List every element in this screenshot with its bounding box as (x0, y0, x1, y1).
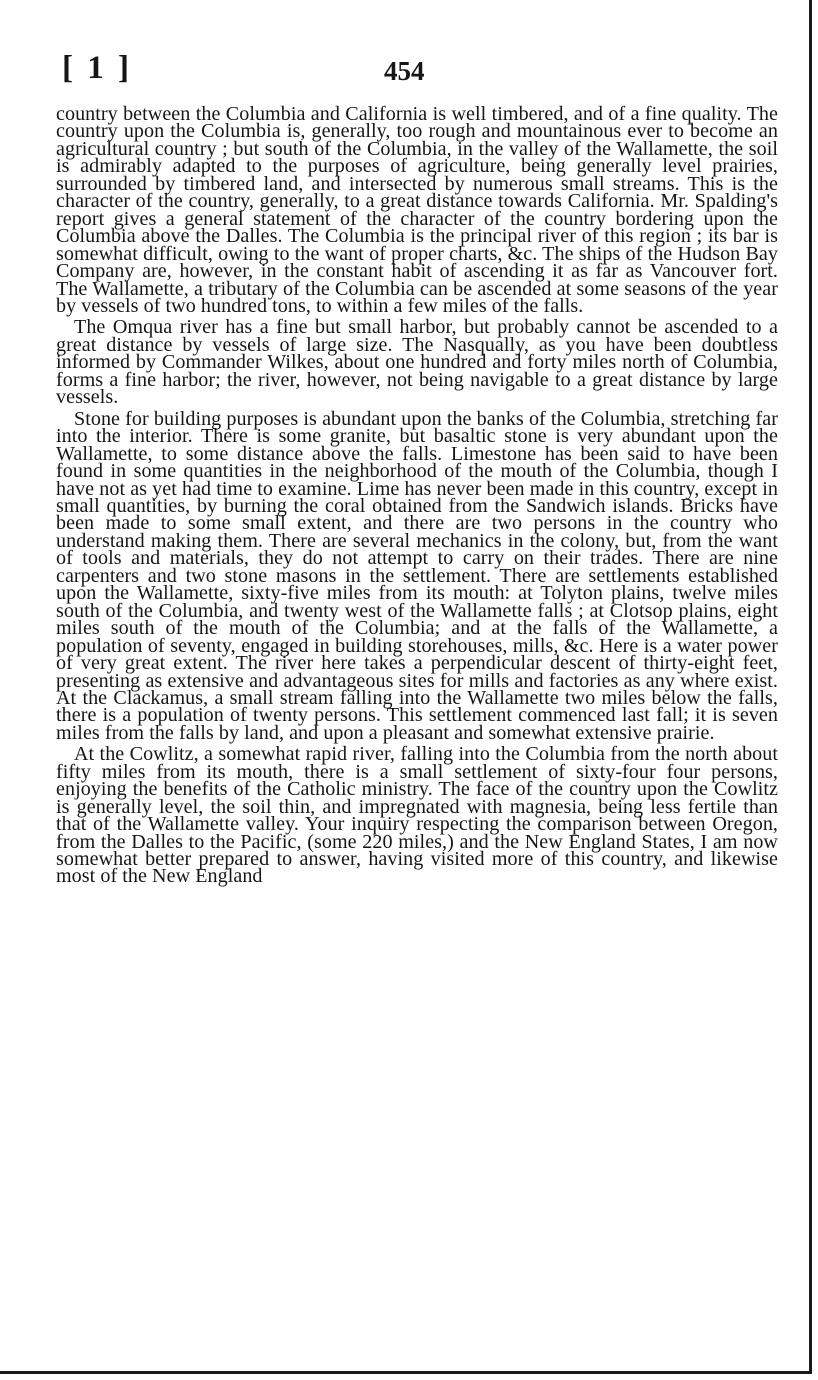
page-number: 454 (384, 56, 425, 86)
signature-mark: [ 1 ] (62, 50, 132, 86)
paragraph-timber: country between the Columbia and California is well timbered, and of a fine quality. The country upon the Columbia is, generally, too rough and mountainous ever to become an agricultural country ; but south of the Columbia, in the valley of the Wallamette, the soil is admirably adapted to the purposes of agriculture, being generally level prairies, surrounded by timbered land, and intersected by numerous small streams. This is the character of the country, generally, to a great distance towards California. Mr. Spalding's report gives a general statement of the character of the country bordering upon the Columbia above the Dalles. The Columbia is the principal river of this region ; its bar is somewhat difficult, owing to the want of proper charts, &c. The ships of the Hudson Bay Company are, however, in the constant habit of ascending it as far as Vancouver fort. The Wallamette, a tributary of the Columbia can be ascended at some seasons of the year by vessels of two hundred tons, to within a few miles of the falls. (56, 103, 778, 317)
paragraph-building-stone: Stone for building purposes is abundant upon the banks of the Columbia, stretching far into the interior. There is some granite, but basaltic stone is very abundant upon the Wallamette, to some distance above the falls. Limestone has been said to have been found in some quantities in the neighborhood of the mouth of the Columbia, though I have not as yet had time to examine. Lime has never been made in this country, except in small quantities, by burning the coral obtained from the Sandwich islands. Bricks have been made to some small extent, and there are two persons in the country who understand making them. There are several mechanics in the colony, but, from the want of tools and materials, they do not attempt to carry on their trades. There are nine carpenters and two stone masons in the settlement. There are settlements established upon the Wallamette, sixty-five miles from its mouth: at Tolyton plains, twelve miles south of the Columbia, and twenty west of the Wallamette falls ; at Clotsop plains, eight miles south of the mouth of the Columbia; and at the falls of the Wallamette, a population of seventy, engaged in building storehouses, mills, &c. Here is a water power of very great extent. The river here takes a perpendicular descent of thirty-eight feet, presenting as extensive and advantageous sites for mills and factories as any where exist. At the Clackamus, a small stream falling into the Wallamette two miles below the falls, there is a population of twenty persons. This settlement commenced last fall; it is seven miles from the falls by land, and upon a pleasant and somewhat extensive prairie. (56, 407, 778, 744)
paragraph-omqua-river: The Omqua river has a fine but small harbor, but probably cannot be ascended to a great distance by vessels of large size. The Nasqually, as you have been doubtless informed by Commander Wilkes, about one hundred and forty miles north of Columbia, forms a fine harbor; the river, however, not being navigable to a great distance by large vessels. (56, 316, 778, 409)
body-text (56, 103, 778, 888)
paragraph-cowlitz: At the Cowlitz, a somewhat rapid river, falling into the Columbia from the north about fifty miles from its mouth, there is a small settlement of sixty-four four persons, enjoying the benefits of the Catholic ministry. The face of the country upon the Cowlitz is generally level, the soil thin, and impregnated with magnesia, being less fertile than that of the Wallamette valley. Your inquiry respecting the comparison between Oregon, from the Dalles to the Pacific, (some 220 miles,) and the New England States, I am now somewhat better prepared to answer, having visited more of this country, and likewise most of the New England (56, 743, 778, 888)
